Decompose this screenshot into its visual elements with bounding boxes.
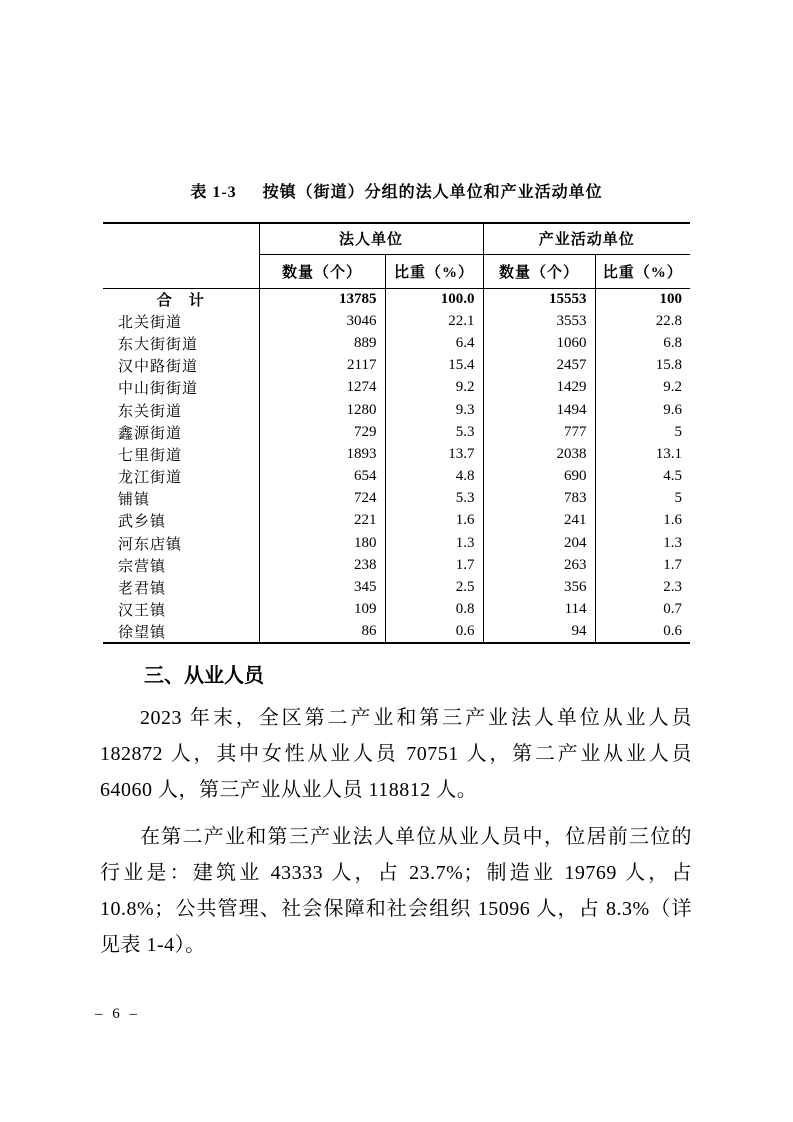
cell-value: 9.6 (595, 399, 690, 421)
row-label: 东关街道 (118, 403, 183, 420)
cell-value: 180 (259, 532, 385, 554)
cell-value: 0.6 (595, 621, 690, 643)
table-row (103, 466, 690, 488)
cell-value: 0.6 (385, 621, 483, 643)
cell-value: 1.6 (385, 510, 483, 532)
table-row (103, 421, 690, 443)
subheader-share-1: 比重（%） (385, 254, 483, 288)
cell-value: 356 (483, 576, 595, 598)
table-row (103, 377, 690, 399)
table-title-text: 按镇（街道）分组的法人单位和产业活动单位 (262, 184, 603, 201)
cell-value: 94 (483, 621, 595, 643)
cell-value: 4.8 (385, 466, 483, 488)
table-row (103, 488, 690, 510)
cell-value: 241 (483, 510, 595, 532)
cell-value: 1.7 (385, 554, 483, 576)
table-row (103, 399, 690, 421)
cell-value: 2457 (483, 355, 595, 377)
cell-value: 1893 (259, 443, 385, 465)
table-row (103, 576, 690, 598)
table-row (103, 532, 690, 554)
row-label: 宗营镇 (118, 558, 167, 575)
table-total-row (103, 288, 690, 310)
cell-value: 1060 (483, 332, 595, 354)
row-label: 北关街道 (118, 314, 183, 331)
row-label: 合 计 (156, 292, 205, 309)
table-header (103, 223, 690, 288)
table-body (103, 288, 690, 643)
cell-value: 345 (259, 576, 385, 598)
cell-value: 3046 (259, 310, 385, 332)
row-label: 中山街街道 (118, 381, 199, 398)
cell-value: 690 (483, 466, 595, 488)
row-label: 东大街街道 (118, 336, 199, 353)
cell-value: 2038 (483, 443, 595, 465)
cell-value: 15.4 (385, 355, 483, 377)
table-number-label: 表 1-3 (190, 184, 237, 201)
cell-value: 6.4 (385, 332, 483, 354)
cell-value: 15.8 (595, 355, 690, 377)
table-row (103, 443, 690, 465)
subheader-quantity-1: 数量（个） (259, 254, 385, 288)
cell-value: 114 (483, 599, 595, 621)
row-label: 鑫源街道 (118, 425, 183, 442)
column-group-activity-units: 产业活动单位 (483, 223, 690, 254)
table-title (103, 179, 690, 202)
table-row (103, 310, 690, 332)
cell-value: 1280 (259, 399, 385, 421)
cell-value: 1.3 (385, 532, 483, 554)
cell-value: 1.6 (595, 510, 690, 532)
row-label: 龙江街道 (118, 470, 183, 487)
cell-value: 2.5 (385, 576, 483, 598)
cell-value: 100.0 (385, 288, 483, 310)
column-group-legal-units: 法人单位 (259, 223, 483, 254)
cell-value: 1274 (259, 377, 385, 399)
cell-value: 5 (595, 421, 690, 443)
cell-value: 1.3 (595, 532, 690, 554)
section-heading: 三、从业人员 (144, 665, 264, 687)
header-group-row (103, 223, 690, 254)
cell-value: 204 (483, 532, 595, 554)
row-label: 老君镇 (118, 581, 167, 598)
cell-value: 238 (259, 554, 385, 576)
cell-value: 221 (259, 510, 385, 532)
paragraph-top-industries: 在第二产业和第三产业法人单位从业人员中，位居前三位的行业是：建筑业 43333 人，占 23.7%；制造业 19769 人，占 10.8%；公共管理、社会保障和社会组织 15096 人，占 8.3%（详见表 1-4）。 (100, 826, 692, 956)
cell-value: 9.3 (385, 399, 483, 421)
cell-value: 2.3 (595, 576, 690, 598)
subheader-quantity-2: 数量（个） (483, 254, 595, 288)
cell-value: 86 (259, 621, 385, 643)
cell-value: 3553 (483, 310, 595, 332)
paragraph-employment-totals: 2023 年末，全区第二产业和第三产业法人单位从业人员 182872 人，其中女性从业人员 70751 人，第二产业从业人员 64060 人，第三产业从业人员 118812 人。 (100, 707, 692, 801)
cell-value: 777 (483, 421, 595, 443)
cell-value: 1494 (483, 399, 595, 421)
cell-value: 13.1 (595, 443, 690, 465)
cell-value: 4.5 (595, 466, 690, 488)
cell-value: 109 (259, 599, 385, 621)
cell-value: 0.8 (385, 599, 483, 621)
cell-value: 15553 (483, 288, 595, 310)
cell-value: 0.7 (595, 599, 690, 621)
cell-value: 263 (483, 554, 595, 576)
cell-value: 5 (595, 488, 690, 510)
cell-value: 2117 (259, 355, 385, 377)
row-label: 武乡镇 (118, 514, 167, 531)
row-label: 汉王镇 (118, 603, 167, 620)
cell-value: 1.7 (595, 554, 690, 576)
cell-value: 724 (259, 488, 385, 510)
cell-value: 22.8 (595, 310, 690, 332)
cell-value: 9.2 (385, 377, 483, 399)
row-label: 铺镇 (118, 492, 151, 509)
cell-value: 5.3 (385, 421, 483, 443)
table-row (103, 621, 690, 643)
cell-value: 6.8 (595, 332, 690, 354)
stub-header-cell (103, 223, 259, 288)
units-by-town-table (103, 222, 690, 644)
page-number: – 6 – (95, 1006, 140, 1022)
cell-value: 13.7 (385, 443, 483, 465)
table-row (103, 355, 690, 377)
table-row (103, 510, 690, 532)
row-label: 汉中路街道 (118, 359, 199, 376)
row-label: 七里街道 (118, 447, 183, 464)
table-row (103, 599, 690, 621)
employment-section (100, 663, 692, 963)
row-label: 河东店镇 (118, 536, 183, 553)
cell-value: 783 (483, 488, 595, 510)
cell-value: 1429 (483, 377, 595, 399)
cell-value: 729 (259, 421, 385, 443)
cell-value: 13785 (259, 288, 385, 310)
row-label: 徐望镇 (118, 624, 167, 641)
subheader-share-2: 比重（%） (595, 254, 690, 288)
table-row (103, 554, 690, 576)
cell-value: 100 (595, 288, 690, 310)
cell-value: 9.2 (595, 377, 690, 399)
cell-value: 889 (259, 332, 385, 354)
cell-value: 654 (259, 466, 385, 488)
cell-value: 5.3 (385, 488, 483, 510)
cell-value: 22.1 (385, 310, 483, 332)
table-row (103, 332, 690, 354)
